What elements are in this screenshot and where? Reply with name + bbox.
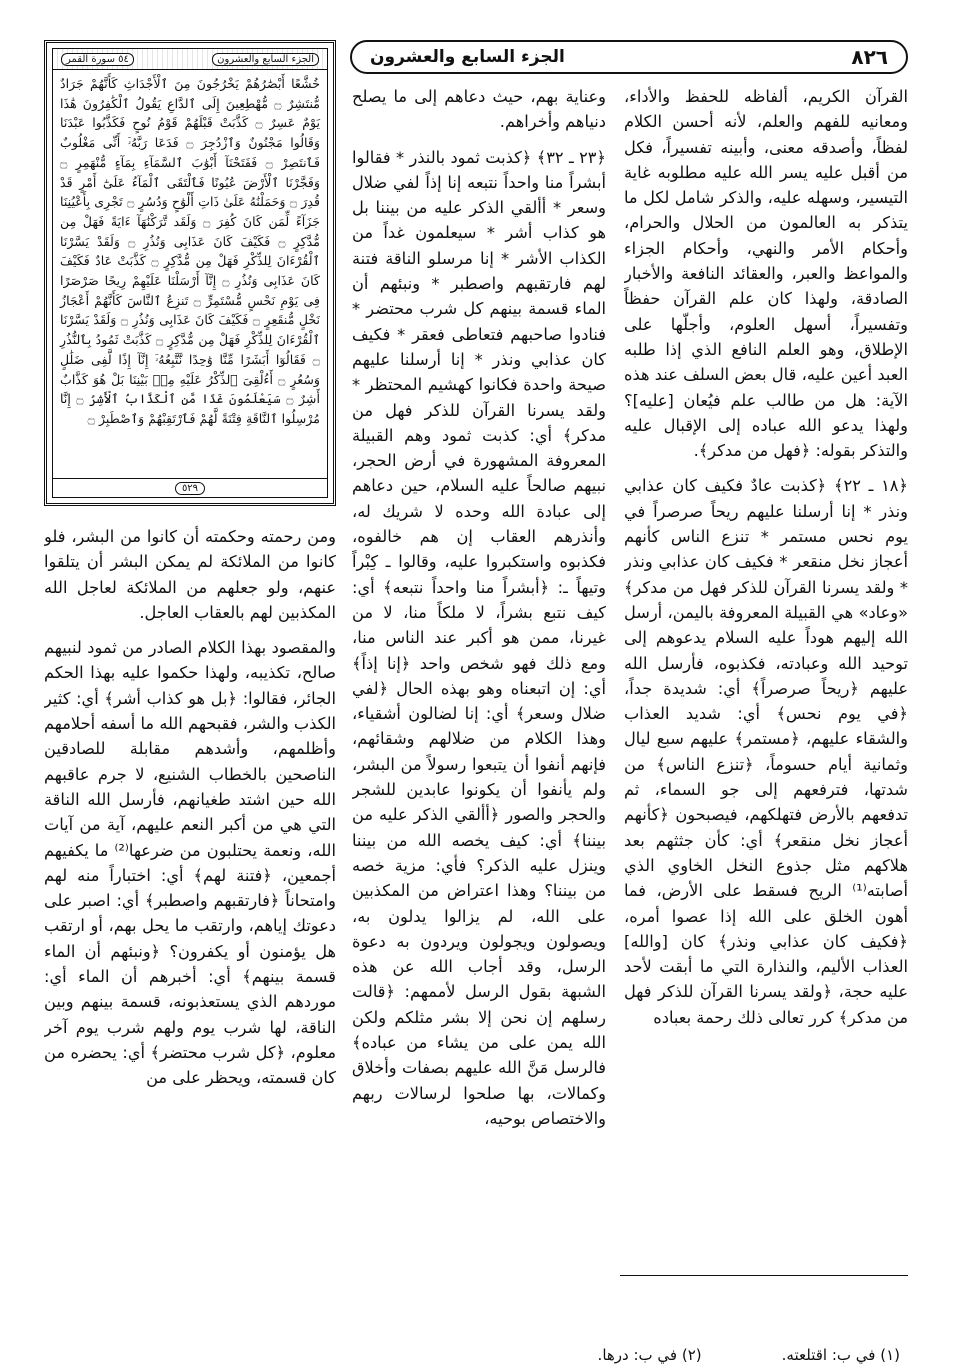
paragraph: ومن رحمته وحكمته أن كانوا من البشر، فلو كانوا من الملائكة لم يمكن البشر أن يتلقوا عنهم، ولو جعلهم من الملائكة لعاجل الله المكذبين لهم بالعقاب العاجل. <box>44 527 336 622</box>
quran-page-ref: ٥٢٩ <box>175 482 205 495</box>
page-header <box>350 40 908 74</box>
footnote-divider <box>620 1275 908 1276</box>
paragraph: ﴿١٨ ـ ٢٢﴾ ﴿كذبت عادٌ فكيف كان عذابي ونذر * إنا أرسلنا عليهم ريحاً صرصراً في يوم نحس مستمر * تنزع الناس كأنهم أعجاز نخل منقعر * فكيف كان عذابي ونذر * ولقد يسرنا القرآن للذكر فهل من مدكر﴾ «وعاد» هي القبيلة المعروفة باليمن، أرسل الله إليهم هوداً عليه السلام يدعوهم إلى توحيد الله وعبادته، فكذبوه، فأرسل الله عليهم ﴿ريحاً صرصراً﴾ أي: شديدة جداً، ﴿في يوم نحس﴾ أي: شديد العذاب والشقاء عليهم، ﴿مستمر﴾ عليهم سبع ليال وثمانية أيام حسوماً، ﴿تنزع الناس﴾ من شدتها، فترفعهم إلى جو السماء، ثم تدفعهم بالأرض فتهلكهم، فيصبحون ﴿كأنهم أعجاز نخل منقعر﴾ أي: كأن جثثهم بعد هلاكهم مثل جذوع النخل الخاوي الذي أصابته⁽¹⁾ الريح فسقط على الأرض، فما أهون الخلق على الله إذا عصوا أمره، ﴿فكيف كان عذابي ونذر﴾ كان [والله] العذاب الأليم، والنذارة التي ما أبقت لأحد عليه حجة، ﴿ولقد يسرنا القرآن للذكر فهل من مدكر﴾ كرر تعالى ذلك رحمة بعباده <box>624 476 908 1027</box>
quran-box-header <box>53 49 327 70</box>
juz-title: الجزء السابع والعشرون <box>370 47 565 67</box>
paragraph: والمقصود بهذا الكلام الصادر من ثمود لنبيهم صالح، تكذيبه، ولهذا حكموا عليه بهذا الحكم الجائر، فقالوا: ﴿بل هو كذاب أشر﴾ أي: كثير الكذب والشر، فقبحهم الله ما أسفه أحلامهم وأظلمهم، وأشدهم مقابلة للصادقين الناصحين بالخطاب الشنيع، لا جرم عاقبهم الله حين اشتد طغيانهم، فأرسل الله الناقة التي هي من أكبر النعم عليهم، آية من آيات الله، ونعمة يحتلبون من ضرعها⁽²⁾ ما يكفيهم أجمعين، ﴿فتنة لهم﴾ أي: اختباراً منه لهم وامتحاناً ﴿فارتقبهم واصطبر﴾ أي: اصبر على دعوتك إياهم، وارتقب ما يحل بهم، أو ارتقب هل يؤمنون أو يكفرون؟ ﴿ونبئهم أن الماء قسمة بينهم﴾ أي: أخبرهم أن الماء أي: موردهم الذي يستعذبونه، قسمة بينهم وبين الناقة، لها شرب يوم ولهم شرب يوم آخر معلوم، ﴿كل شرب محتضر﴾ أي: يحضره من كان قسمته، ويحظر على من <box>44 638 336 1088</box>
quran-verses: خُشَّعًا أَبْصَٰرُهُمْ يَخْرُجُونَ مِنَ ٱلْأَجْدَاثِ كَأَنَّهُمْ جَرَادٌ مُّنتَشِرٌ ۝ مُّهْطِعِينَ إِلَى ٱلدَّاعِ يَقُولُ ٱلْكَٰفِرُونَ هَٰذَا يَوْمٌ عَسِرٌ ۝ كَذَّبَتْ قَبْلَهُمْ قَوْمُ نُوحٍ فَكَذَّبُوا عَبْدَنَا وَقَالُوا مَجْنُونٌ وَٱزْدُجِرَ ۝ فَدَعَا رَبَّهُۥٓ أَنِّى مَغْلُوبٌ فَٱنتَصِرْ ۝ فَفَتَحْنَآ أَبْوَٰبَ ٱلسَّمَآءِ بِمَآءٍ مُّنْهَمِرٍ ۝ وَفَجَّرْنَا ٱلْأَرْضَ عُيُونًا فَٱلْتَقَى ٱلْمَآءُ عَلَىٰٓ أَمْرٍ قَدْ قُدِرَ ۝ وَحَمَلْنَٰهُ عَلَىٰ ذَاتِ أَلْوَٰحٍ وَدُسُرٍ ۝ تَجْرِى بِأَعْيُنِنَا جَزَآءً لِّمَن كَانَ كُفِرَ ۝ وَلَقَد تَّرَكْنَٰهَآ ءَايَةً فَهَلْ مِن مُّدَّكِرٍ ۝ فَكَيْفَ كَانَ عَذَابِى وَنُذُرِ ۝ وَلَقَدْ يَسَّرْنَا ٱلْقُرْءَانَ لِلذِّكْرِ فَهَلْ مِن مُّدَّكِرٍ ۝ كَذَّبَتْ عَادٌ فَكَيْفَ كَانَ عَذَابِى وَنُذُرِ ۝ إِنَّآ أَرْسَلْنَا عَلَيْهِمْ رِيحًا صَرْصَرًا فِى يَوْمِ نَحْسٍ مُّسْتَمِرٍّ ۝ تَنزِعُ ٱلنَّاسَ كَأَنَّهُمْ أَعْجَازُ نَخْلٍ مُّنقَعِرٍ ۝ فَكَيْفَ كَانَ عَذَابِى وَنُذُرِ ۝ وَلَقَدْ يَسَّرْنَا ٱلْقُرْءَانَ لِلذِّكْرِ فَهَلْ مِن مُّدَّكِرٍ ۝ كَذَّبَتْ ثَمُودُ بِٱلنُّذُرِ ۝ فَقَالُوٓا أَبَشَرًا مِّنَّا وَٰحِدًا نَّتَّبِعُهُۥٓ إِنَّآ إِذًا لَّفِى ضَلَٰلٍ وَسُعُرٍ ۝ أَءُلْقِىَ ٱلذِّكْرُ عَلَيْهِ مِنۢ بَيْنِنَا بَلْ هُوَ كَذَّابٌ أَشِرٌ ۝ سَيَعْلَمُونَ غَدًا مَّنِ ٱلْكَذَّابُ ٱلْأَشِرُ ۝ إِنَّا مُرْسِلُوا ٱلنَّاقَةِ فِتْنَةً لَّهُمْ فَٱرْتَقِبْهُمْ وَٱصْطَبِرْ ۝ <box>60 76 321 426</box>
page-number: ٨٢٦ <box>851 45 888 69</box>
quran-box-juz-label: الجزء السابع والعشرون <box>212 53 319 66</box>
text-column-left <box>44 524 336 1264</box>
quran-text-box <box>44 40 336 506</box>
text-column-right <box>624 84 908 1264</box>
text-column-middle <box>352 84 606 1264</box>
quran-box-footer <box>53 478 327 497</box>
quran-box-surah-label: ٥٤ سورة القمر <box>61 53 134 66</box>
quran-text-frame <box>52 48 328 498</box>
paragraph: وعناية بهم، حيث دعاهم إلى ما يصلح دنياهم وأخراهم. <box>352 87 606 132</box>
paragraph: القرآن الكريم، ألفاظه للحفظ والأداء، ومعانيه للفهم والعلم، لأنه أحسن الكلام لفظاً، وأصدقه معنى، وأبينه تفسيراً، فكل من أقبل عليه يسر الله عليه مطلوبه غاية التيسير، وسهله عليه، والذكر شامل لكل ما يتذكر به العالمون من الحلال والحرام، وأحكام الأمر والنهي، وأحكام الجزاء والمواعظ والعبر، والعقائد النافعة والأخبار الصادقة، ولهذا كان علم القرآن حفظاً وتفسيراً، أسهل العلوم، وأجلّها على الإطلاق، وهو العلم النافع الذي إذا طلبه العبد أعين عليه، قال بعض السلف عند هذه الآية: هل من طالب علم فيُعان [عليه]؟ ولهذا يدعو الله عباده إلى الإقبال عليه والتذكر بقوله: ﴿فهل من مدكر﴾. <box>624 87 908 461</box>
footnote: (١) في ب: اقتلعته. <box>781 1346 900 1364</box>
footnote: (٢) في ب: درها. <box>597 1346 702 1364</box>
paragraph: ﴿٢٣ ـ ٣٢﴾ ﴿كذبت ثمود بالنذر * فقالوا أبشراً منا واحداً نتبعه إنا إذاً لفي ضلال وسعر * أألقي الذكر عليه من بيننا بل هو كذاب أشر * سيعلمون غداً من الكذاب الأشر * إنا مرسلو الناقة فتنة لهم فارتقبهم واصطبر * ونبئهم أن الماء قسمة بينهم كل شرب محتضر * فنادوا صاحبهم فتعاطى فعقر * فكيف كان عذابي ونذر * إنا أرسلنا عليهم صيحة واحدة فكانوا كهشيم المحتظر * ولقد يسرنا القرآن للذكر فهل من مدكر﴾ أي: كذبت ثمود وهم القبيلة المعروفة المشهورة في أرض الحجر، نبيهم صالحاً عليه السلام، حين دعاهم إلى عبادة الله وحده لا شريك له، وأنذرهم العقاب إن هم خالفوه، فكذبوه واستكبروا عليه، وقالوا ـ كِبْراً وتيهاً ـ: ﴿أبشراً منا واحداً نتبعه﴾ أي: كيف نتبع بشراً، لا ملكاً منا، لا من غيرنا، ممن هو أكبر عند الناس منا، ومع ذلك فهو شخص واحد ﴿إنا إذاً﴾ أي: إن اتبعناه وهو بهذه الحال ﴿لفي ضلال وسعر﴾ أي: إنا لضالون أشقياء، وهذا الكلام من ضلالهم وشقائهم، فإنهم أنفوا أن يتبعوا رسولاً من البشر، ولم يأنفوا أن يكونوا عابدين للشجر والحجر والصور ﴿أألقي الذكر عليه من بيننا﴾ أي: كيف يخصه الله من بيننا وينزل عليه الذكر؟ فأي: مزية خصه من بيننا؟ وهذا اعتراض من المكذبين على الله، لم يزالوا يدلون به، ويصولون ويجولون ويردون به دعوة الرسل، وقد أجاب الله عن هذه الشبهة بقول الرسل لأممهم: ﴿قالت رسلهم إن نحن إلا بشر مثلكم ولكن الله يمن على من يشاء من عباده﴾ فالرسل مَنَّ الله عليهم بصفات وأخلاق وكمالات، بها صلحوا لرسالات ربهم والاختصاص بوحيه، <box>352 147 606 1128</box>
footnotes <box>300 1346 900 1364</box>
